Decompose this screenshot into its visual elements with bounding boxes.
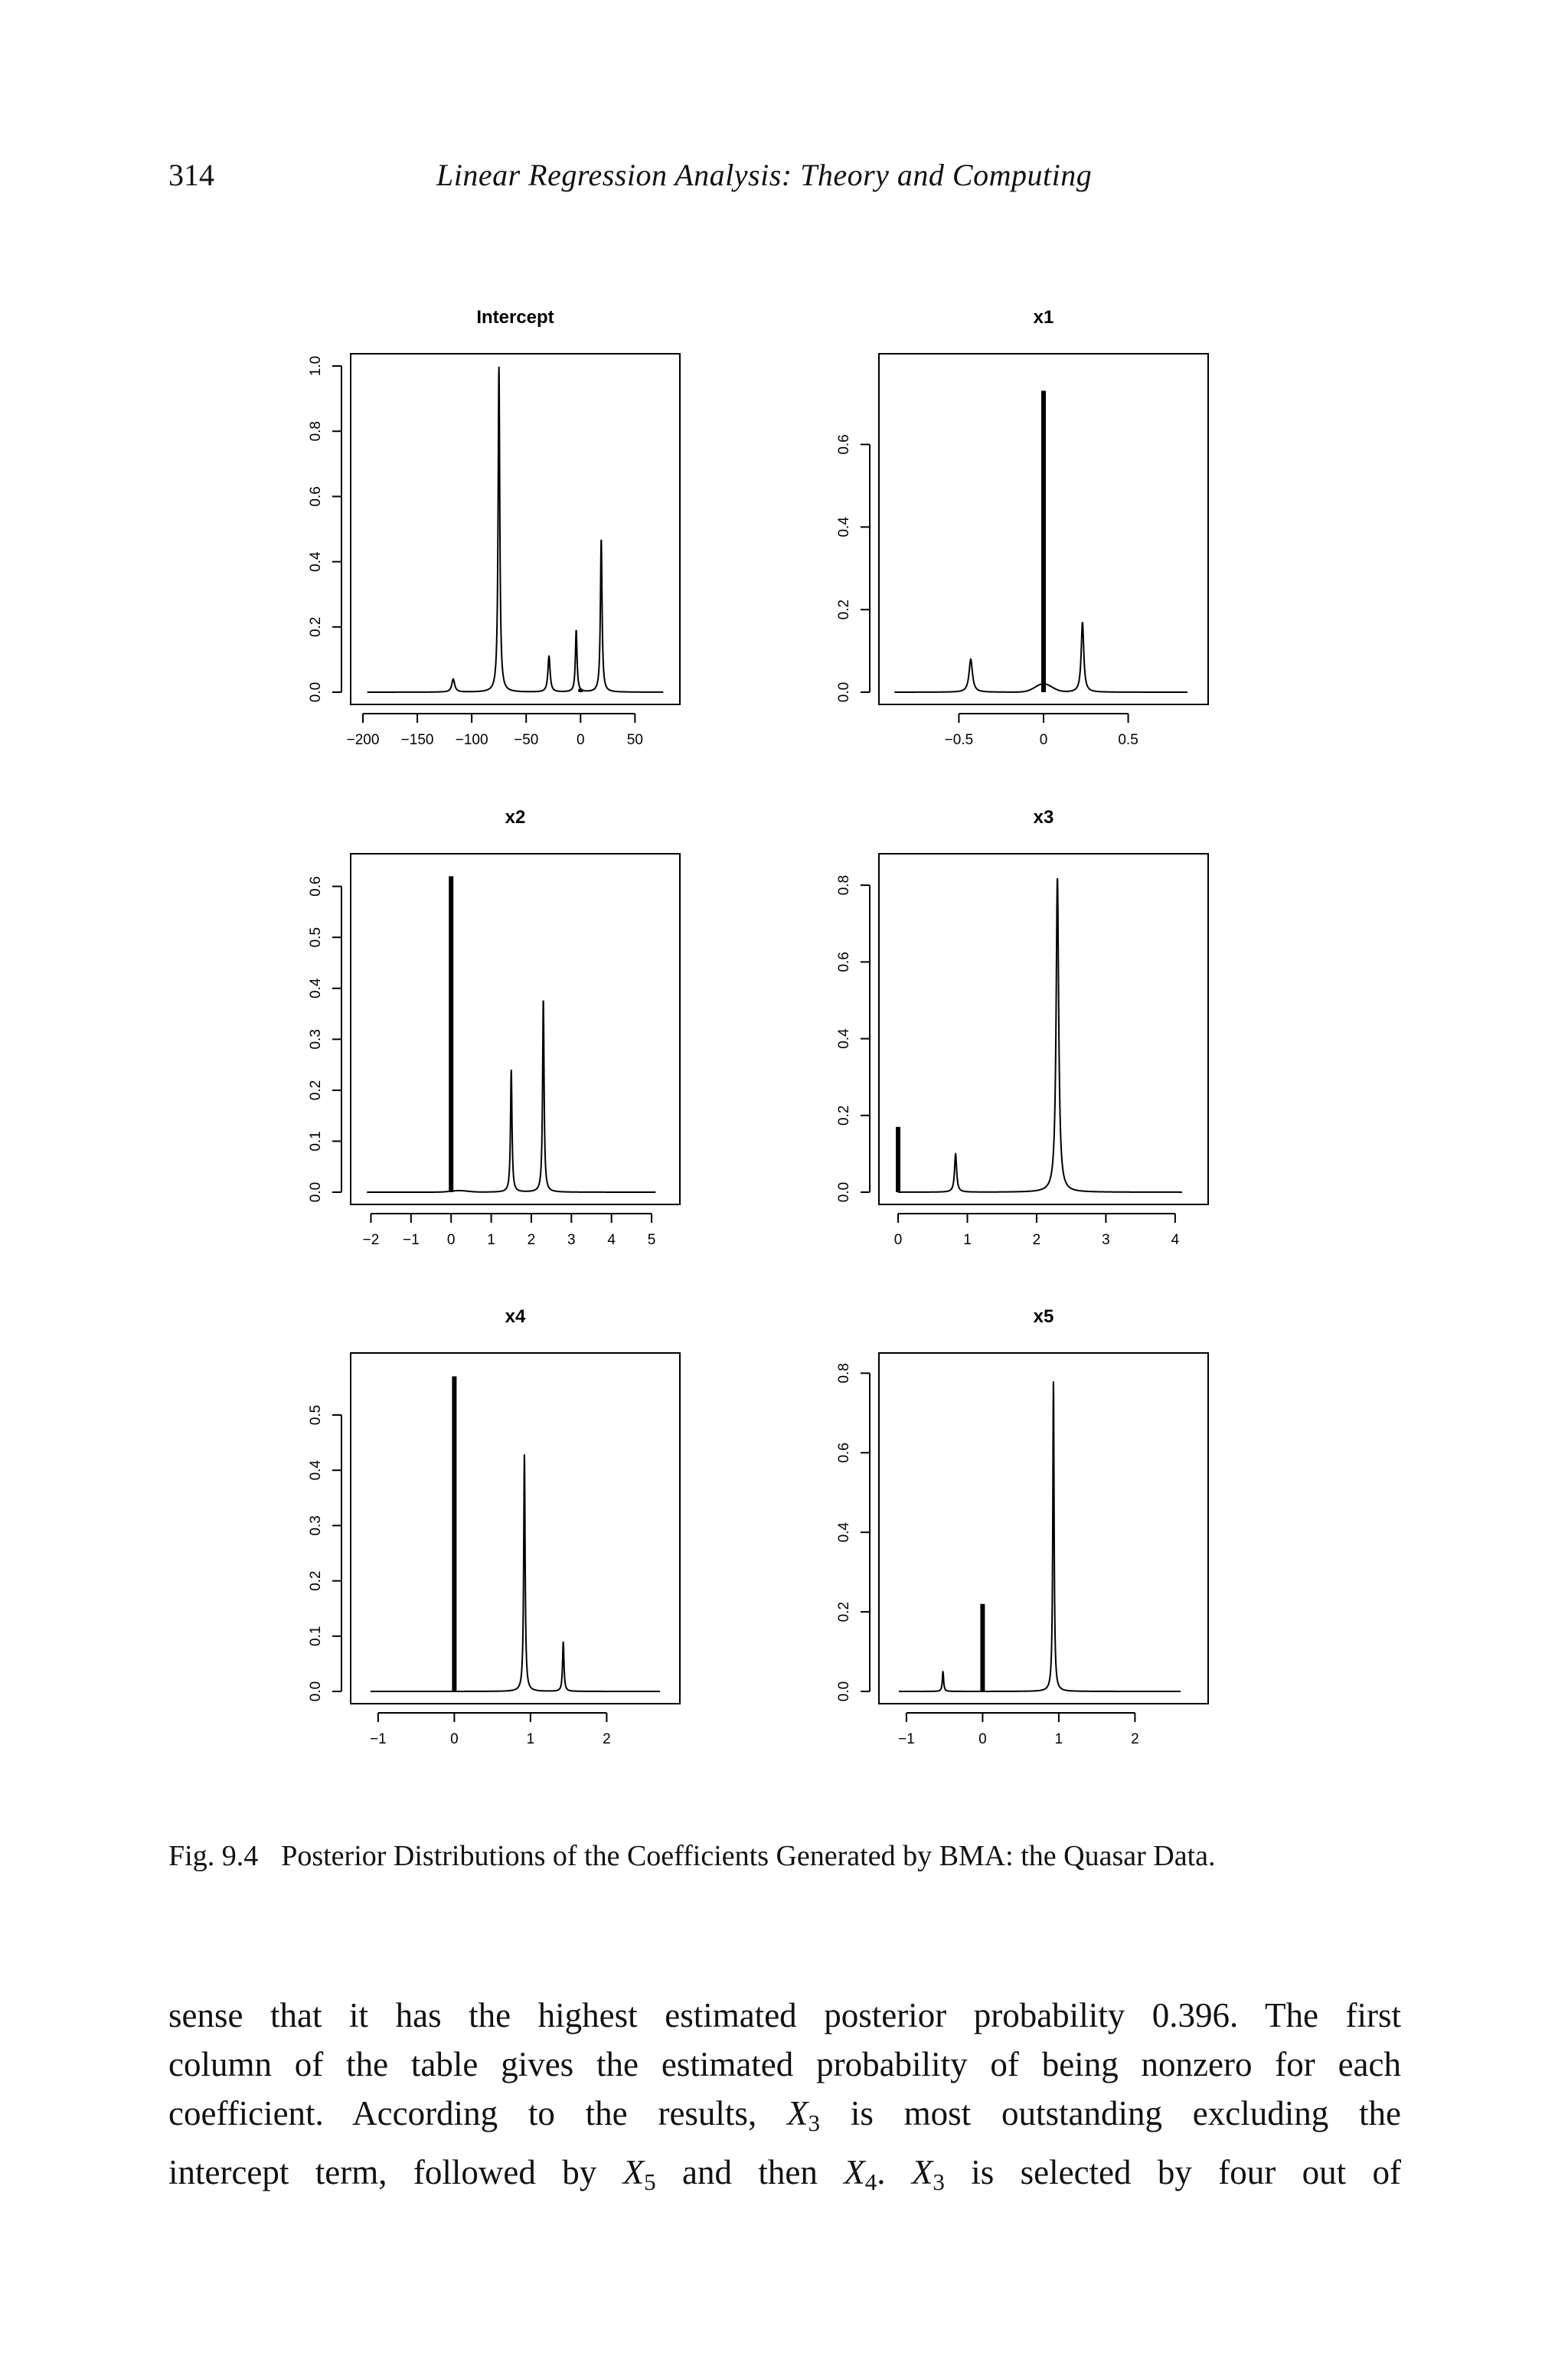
panel-title-x1: x1: [1033, 307, 1054, 328]
x-tick-label-x1: 0.5: [1118, 732, 1138, 748]
variable-x3: $X_3$: [787, 2094, 821, 2136]
y-tick-label-x4: 0.2: [308, 1570, 324, 1591]
plot-frame-intercept: [351, 354, 680, 704]
y-tick-label-x5: 0.4: [836, 1521, 852, 1543]
x-tick-label-x1: −0.5: [944, 732, 974, 748]
x-tick-label-intercept: −100: [455, 732, 488, 748]
body-text: [168, 1991, 1401, 2207]
y-tick-label-x4: 0.5: [308, 1404, 324, 1426]
y-tick-label-x3: 0.8: [836, 874, 852, 896]
figure-label: Fig. 9.4: [168, 1840, 259, 1872]
x-tick-label-x5: 2: [1131, 1731, 1139, 1747]
y-tick-label-x4: 0.0: [308, 1681, 324, 1702]
x-tick-label-x5: 1: [1054, 1731, 1063, 1747]
x-tick-label-x4: 1: [526, 1731, 535, 1747]
body-line-1: sense that it has the highest estimated posterior probability 0.396. The first: [168, 1996, 1401, 2034]
x-tick-label-x4: 2: [603, 1731, 611, 1747]
y-tick-label-x4: 0.1: [308, 1626, 324, 1647]
y-tick-label-x2: 0.3: [308, 1029, 324, 1050]
x-tick-label-x5: 0: [978, 1731, 987, 1747]
y-tick-label-x1: 0.4: [836, 517, 852, 538]
y-tick-label-x3: 0.0: [836, 1181, 852, 1203]
panel-x3: [836, 807, 1208, 1248]
y-tick-label-x5: 0.2: [836, 1601, 852, 1623]
x-tick-label-x4: −1: [370, 1731, 387, 1747]
density-curve-x1: [894, 622, 1187, 692]
panel-title-intercept: Intercept: [476, 307, 554, 328]
y-tick-label-x5: 0.6: [836, 1443, 852, 1463]
x-tick-label-x5: −1: [898, 1731, 915, 1747]
body-line-2: column of the table gives the estimated probability of being nonzero for each: [168, 2045, 1401, 2083]
panel-title-x3: x3: [1033, 807, 1054, 828]
x-tick-label-x2: 3: [567, 1232, 576, 1248]
panel-x2: [308, 807, 680, 1248]
figure-caption: [168, 1838, 1401, 1874]
y-tick-label-x5: 0.0: [836, 1681, 852, 1702]
density-curve-x5: [899, 1381, 1181, 1691]
density-curve-x2: [367, 1001, 655, 1192]
variable-x4: $X_4$: [844, 2153, 877, 2195]
panel-intercept: [308, 307, 680, 748]
y-tick-label-intercept: 1.0: [308, 355, 324, 377]
figure-caption-text: Posterior Distributions of the Coefficients Generated by BMA: the Quasar Data.: [281, 1840, 1216, 1872]
y-tick-label-intercept: 0.0: [308, 681, 324, 703]
y-tick-label-x3: 0.6: [836, 952, 852, 972]
y-tick-label-x1: 0.0: [836, 681, 852, 703]
density-curve-intercept: [368, 367, 664, 692]
x-tick-label-x3: 0: [893, 1232, 903, 1248]
body-line-3: coefficient. According to the results, $X_3$ is most outstanding excluding the: [168, 2094, 1401, 2136]
x-tick-label-x3: 3: [1102, 1232, 1110, 1248]
y-tick-label-x4: 0.3: [308, 1515, 324, 1536]
y-tick-label-x5: 0.8: [836, 1363, 852, 1384]
body-line-4: intercept term, followed by $X_5$ and then $X_4$. $X_3$ is selected by four out of: [168, 2153, 1402, 2195]
plot-frame-x2: [351, 854, 680, 1204]
x-tick-label-intercept: −150: [400, 732, 434, 748]
x-tick-label-intercept: −200: [346, 732, 380, 748]
x-tick-label-intercept: 0: [576, 732, 585, 748]
running-head: Linear Regression Analysis: Theory and Computing: [436, 158, 1093, 192]
y-tick-label-x4: 0.4: [308, 1459, 324, 1481]
panel-title-x5: x5: [1033, 1306, 1054, 1327]
x-tick-label-x2: 2: [527, 1232, 536, 1248]
density-curve-x4: [371, 1454, 660, 1691]
x-tick-label-intercept: 50: [626, 732, 643, 748]
x-tick-label-x4: 0: [450, 1731, 459, 1747]
density-curve-x3: [898, 878, 1182, 1192]
x-tick-label-intercept: −50: [514, 732, 539, 748]
variable-x3: $X_3$: [911, 2153, 945, 2195]
plot-frame-x3: [879, 854, 1208, 1204]
x-tick-label-x3: 2: [1032, 1232, 1041, 1248]
panel-title-x2: x2: [505, 807, 526, 828]
y-tick-label-x2: 0.0: [308, 1181, 324, 1203]
y-tick-label-x1: 0.2: [836, 599, 852, 620]
x-tick-label-x2: −2: [362, 1232, 380, 1248]
y-tick-label-x2: 0.2: [308, 1080, 324, 1101]
y-tick-label-intercept: 0.2: [308, 616, 324, 638]
panel-title-x4: x4: [505, 1306, 526, 1327]
y-tick-label-x2: 0.5: [308, 926, 324, 948]
x-tick-label-x3: 4: [1171, 1232, 1180, 1248]
x-tick-label-x2: 5: [647, 1232, 656, 1248]
page-number: 314: [168, 158, 214, 192]
y-tick-label-x3: 0.2: [836, 1105, 852, 1126]
x-tick-label-x2: 4: [607, 1232, 616, 1248]
y-tick-label-x1: 0.6: [836, 434, 852, 455]
y-tick-label-intercept: 0.8: [308, 420, 324, 442]
x-tick-label-x2: 0: [446, 1232, 456, 1248]
y-tick-label-x3: 0.4: [836, 1028, 852, 1049]
plot-frame-x4: [351, 1353, 680, 1704]
panel-x4: [308, 1306, 680, 1747]
y-tick-label-x2: 0.1: [308, 1131, 324, 1152]
x-tick-label-x3: 1: [963, 1232, 972, 1248]
x-tick-label-x2: 1: [487, 1232, 495, 1248]
y-tick-label-x2: 0.6: [308, 876, 324, 897]
plot-frame-x5: [879, 1353, 1208, 1704]
y-tick-label-intercept: 0.4: [308, 551, 324, 572]
y-tick-label-x2: 0.4: [308, 978, 324, 998]
panel-x1: [836, 307, 1208, 748]
x-tick-label-x1: 0: [1039, 732, 1048, 748]
variable-x5: $X_5$: [622, 2153, 656, 2195]
x-tick-label-x2: −1: [403, 1232, 420, 1248]
panel-x5: [836, 1306, 1208, 1747]
y-tick-label-intercept: 0.6: [308, 486, 324, 507]
